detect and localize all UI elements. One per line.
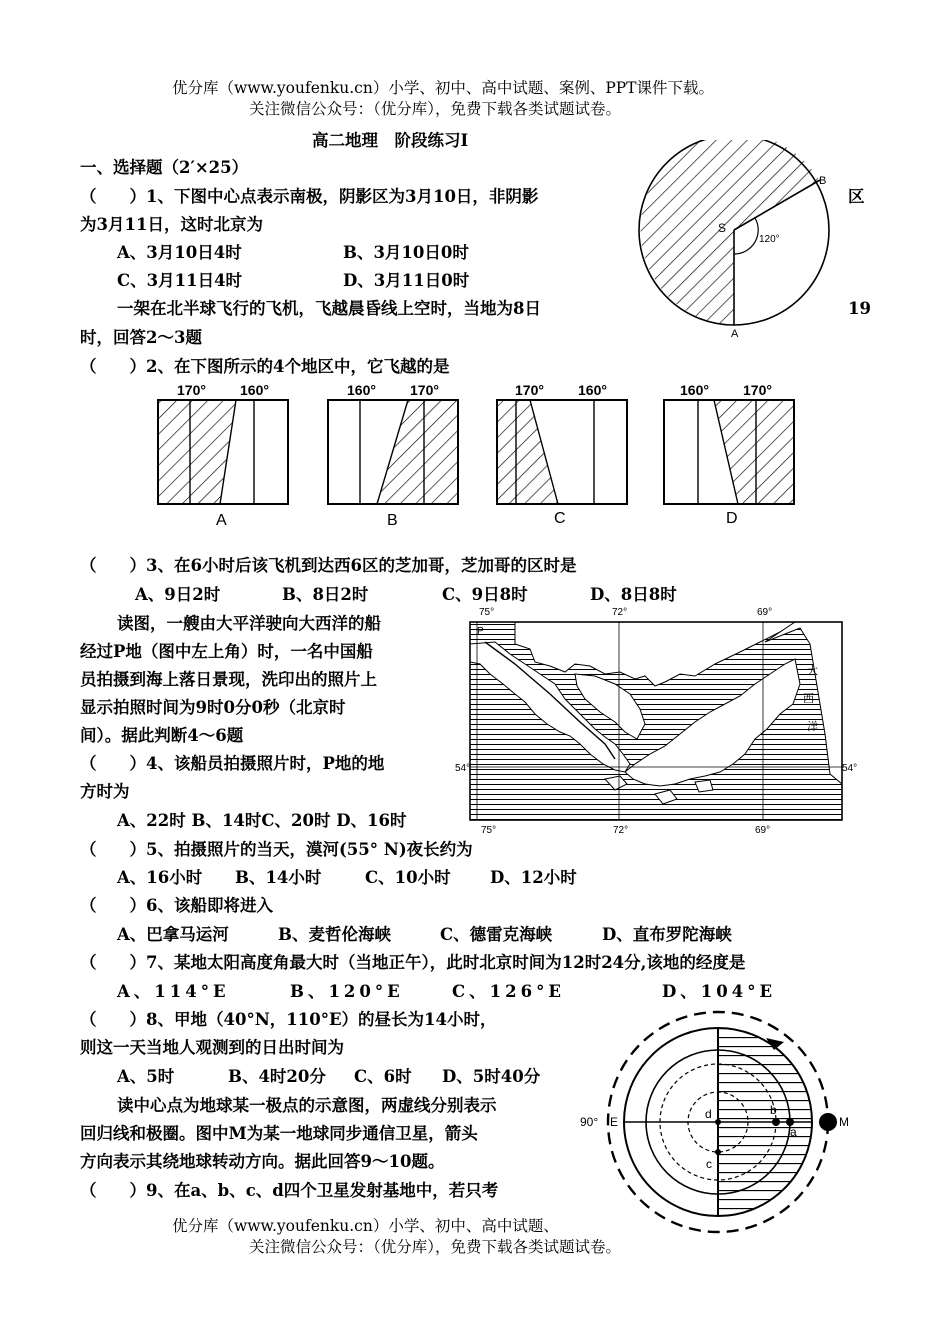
panel-d: [664, 382, 794, 527]
q8-option-c: C、6时: [354, 1067, 412, 1086]
q1-option-d: D、3月11日0时: [343, 271, 470, 290]
q6-stem: （ ）6、该船即将进入: [80, 896, 273, 915]
panel-d-left-degree: 160°: [680, 382, 709, 398]
panel-a-left-degree: 170°: [177, 382, 206, 398]
figure-orbit-label-m: M: [839, 1115, 849, 1129]
q8-option-d: D、5时40分: [442, 1067, 541, 1086]
q7-option-a: A、114°E: [117, 982, 230, 1001]
map-lat-54-right: 54°: [842, 763, 858, 774]
q3-option-b: B、8日2时: [282, 585, 369, 604]
q1-option-b: B、3月10日0时: [343, 243, 469, 262]
figure-orbit-label-a: a: [790, 1125, 797, 1139]
q1-stem-line-1: （ ）1、下图中心点表示南极，阴影区为3月10日，非阴影: [80, 187, 539, 206]
q6-option-d: D、直布罗陀海峡: [602, 925, 732, 944]
q6-option-b: B、麦哲伦海峡: [278, 925, 391, 944]
map-ocean-char-3: 洋: [807, 721, 818, 733]
header-line-1: 优分库（www.youfenku.cn）小学、初中、高中试题、案例、PPT课件下载。: [172, 79, 715, 97]
page-title: 高二地理 阶段练习Ⅰ: [312, 131, 469, 150]
figure-orbit-satellite-m: [819, 1113, 837, 1131]
q4-stem-line-2: 方时为: [80, 782, 130, 801]
q4-stem-line-1: （ ）4、该船员拍摄照片时，P地的地: [80, 754, 385, 773]
intro-9-10-line-2: 回归线和极圈。图中M为某一地球同步通信卫星，箭头: [80, 1124, 478, 1143]
figure-polar-label-b: B: [819, 175, 827, 187]
panel-a-right-degree: 160°: [240, 382, 269, 398]
q7-stem: （ ）7、某地太阳高度角最大时（当地正午），此时北京时间为12时24分,该地的经度是: [80, 953, 746, 972]
panel-c-label: C: [554, 510, 566, 527]
panel-a: [158, 382, 288, 529]
q1-option-a: A、3月10日4时: [117, 243, 242, 262]
figure-orbit-point-d: [715, 1119, 721, 1125]
panel-c-right-degree: 160°: [578, 382, 607, 398]
figure-polar-view: [638, 140, 838, 340]
q8-stem-line-1: （ ）8、甲地（40°N，110°E）的昼长为14小时，: [80, 1010, 497, 1029]
panel-c-left-degree: 170°: [515, 382, 544, 398]
map-lon-75-top: 75°: [479, 607, 495, 618]
figure-polar-label-s: S: [718, 221, 727, 235]
intro-4-6-line-5: 间）。据此判断4～6题: [80, 726, 244, 745]
header-line-2: 关注微信公众号：（优分库），免费下载各类试题试卷。: [249, 100, 622, 118]
intro-4-6-line-3: 员拍摄到海上落日景现，洗印出的照片上: [80, 670, 377, 689]
q8-option-b: B、4时20分: [228, 1067, 326, 1086]
intro-9-10-line-3: 方向表示其绕地球转动方向。据此回答9～10题。: [80, 1152, 445, 1171]
panel-b-label: B: [387, 512, 398, 529]
q7-option-b: B、120°E: [290, 982, 404, 1001]
intro-4-6-line-2: 经过P地（图中左上角）时，一名中国船: [80, 642, 373, 661]
intro-2-3-line-1: 一架在北半球飞行的飞机，飞越晨昏线上空时，当地为8日: [117, 299, 541, 318]
figure-orbit-point-c: [715, 1149, 721, 1155]
q7-option-c: C、126°E: [452, 982, 565, 1001]
figure-orbit-label-90: 90°: [580, 1115, 599, 1129]
figure-polar-label-a: A: [731, 328, 739, 340]
q5-option-b: B、14小时: [235, 868, 322, 887]
q2-stem: （ ）2、在下图所示的4个地区中，它飞越的是: [80, 357, 450, 376]
q3-stem: （ ）3、在6小时后该飞机到达西6区的芝加哥，芝加哥的区时是: [80, 556, 577, 575]
q5-option-a: A、16小时: [117, 868, 203, 887]
figure-orbit-label-c: c: [706, 1157, 712, 1171]
panel-d-label: D: [726, 510, 738, 527]
q6-option-c: C、德雷克海峡: [440, 925, 553, 944]
footer-line-2: 关注微信公众号：（优分库），免费下载各类试题试卷。: [249, 1238, 622, 1256]
q7-option-d: D、104°E: [662, 982, 777, 1001]
map-lon-69-top: 69°: [757, 607, 773, 618]
map-ocean-char-2: 西: [803, 693, 814, 705]
map-ocean-char-1: 大: [807, 665, 818, 677]
figure-orbit-point-b: [772, 1118, 780, 1126]
q3-option-a: A、9日2时: [135, 585, 221, 604]
panel-b-right-degree: 170°: [410, 382, 439, 398]
q5-stem: （ ）5、拍摄照片的当天，漠河(55° N)夜长约为: [80, 840, 473, 859]
q8-option-a: A、5时: [117, 1067, 175, 1086]
figure-satellite-orbit: [580, 1010, 855, 1235]
figure-strait-map: [455, 604, 860, 836]
figure-time-zones: [150, 380, 800, 530]
intro-2-3-line-2: 时，回答2～3题: [80, 328, 202, 347]
q5-option-d: D、12小时: [490, 868, 577, 887]
q1-stem-line-1-tail: 区: [848, 187, 865, 206]
section-heading: 一、选择题（2′×25）: [80, 158, 249, 177]
q4-options: A、22时 B、14时C、20时 D、16时: [117, 811, 407, 830]
intro-4-6-line-1: 读图，一艘由大平洋驶向大西洋的船: [117, 614, 381, 633]
q3-option-c: C、9日8时: [442, 585, 528, 604]
footer-line-1: 优分库（www.youfenku.cn）小学、初中、高中试题、: [172, 1217, 559, 1235]
map-label-p: P: [477, 626, 484, 637]
map-lon-69-bottom: 69°: [755, 825, 771, 836]
q6-option-a: A、巴拿马运河: [117, 925, 229, 944]
intro-2-3-line-1-tail: 19: [848, 299, 871, 318]
q8-stem-line-2: 则这一天当地人观测到的日出时间为: [80, 1038, 344, 1057]
panel-c: [497, 382, 627, 527]
q1-option-c: C、3月11日4时: [117, 271, 243, 290]
map-lon-72-bottom: 72°: [613, 825, 629, 836]
panel-d-right-degree: 170°: [743, 382, 772, 398]
panel-a-label: A: [216, 512, 227, 529]
map-lon-75-bottom: 75°: [481, 825, 497, 836]
q3-option-d: D、8日8时: [590, 585, 677, 604]
figure-orbit-label-b: b: [770, 1103, 777, 1117]
intro-4-6-line-4: 显示拍照时间为9时0分0秒（北京时: [80, 698, 346, 717]
figure-orbit-label-e: E: [610, 1115, 619, 1129]
q5-option-c: C、10小时: [365, 868, 451, 887]
panel-b: [328, 382, 458, 529]
map-lon-72-top: 72°: [612, 607, 628, 618]
intro-9-10-line-1: 读中心点为地球某一极点的示意图，两虚线分别表示: [117, 1096, 497, 1115]
map-lat-54-left: 54°: [455, 763, 471, 774]
q9-stem: （ ）9、在a、b、c、d四个卫星发射基地中，若只考: [80, 1181, 499, 1200]
figure-polar-angle-label: 120°: [759, 234, 780, 245]
figure-orbit-label-d: d: [705, 1107, 712, 1121]
panel-b-left-degree: 160°: [347, 382, 376, 398]
q1-stem-line-2: 为3月11日，这时北京为: [80, 215, 263, 234]
